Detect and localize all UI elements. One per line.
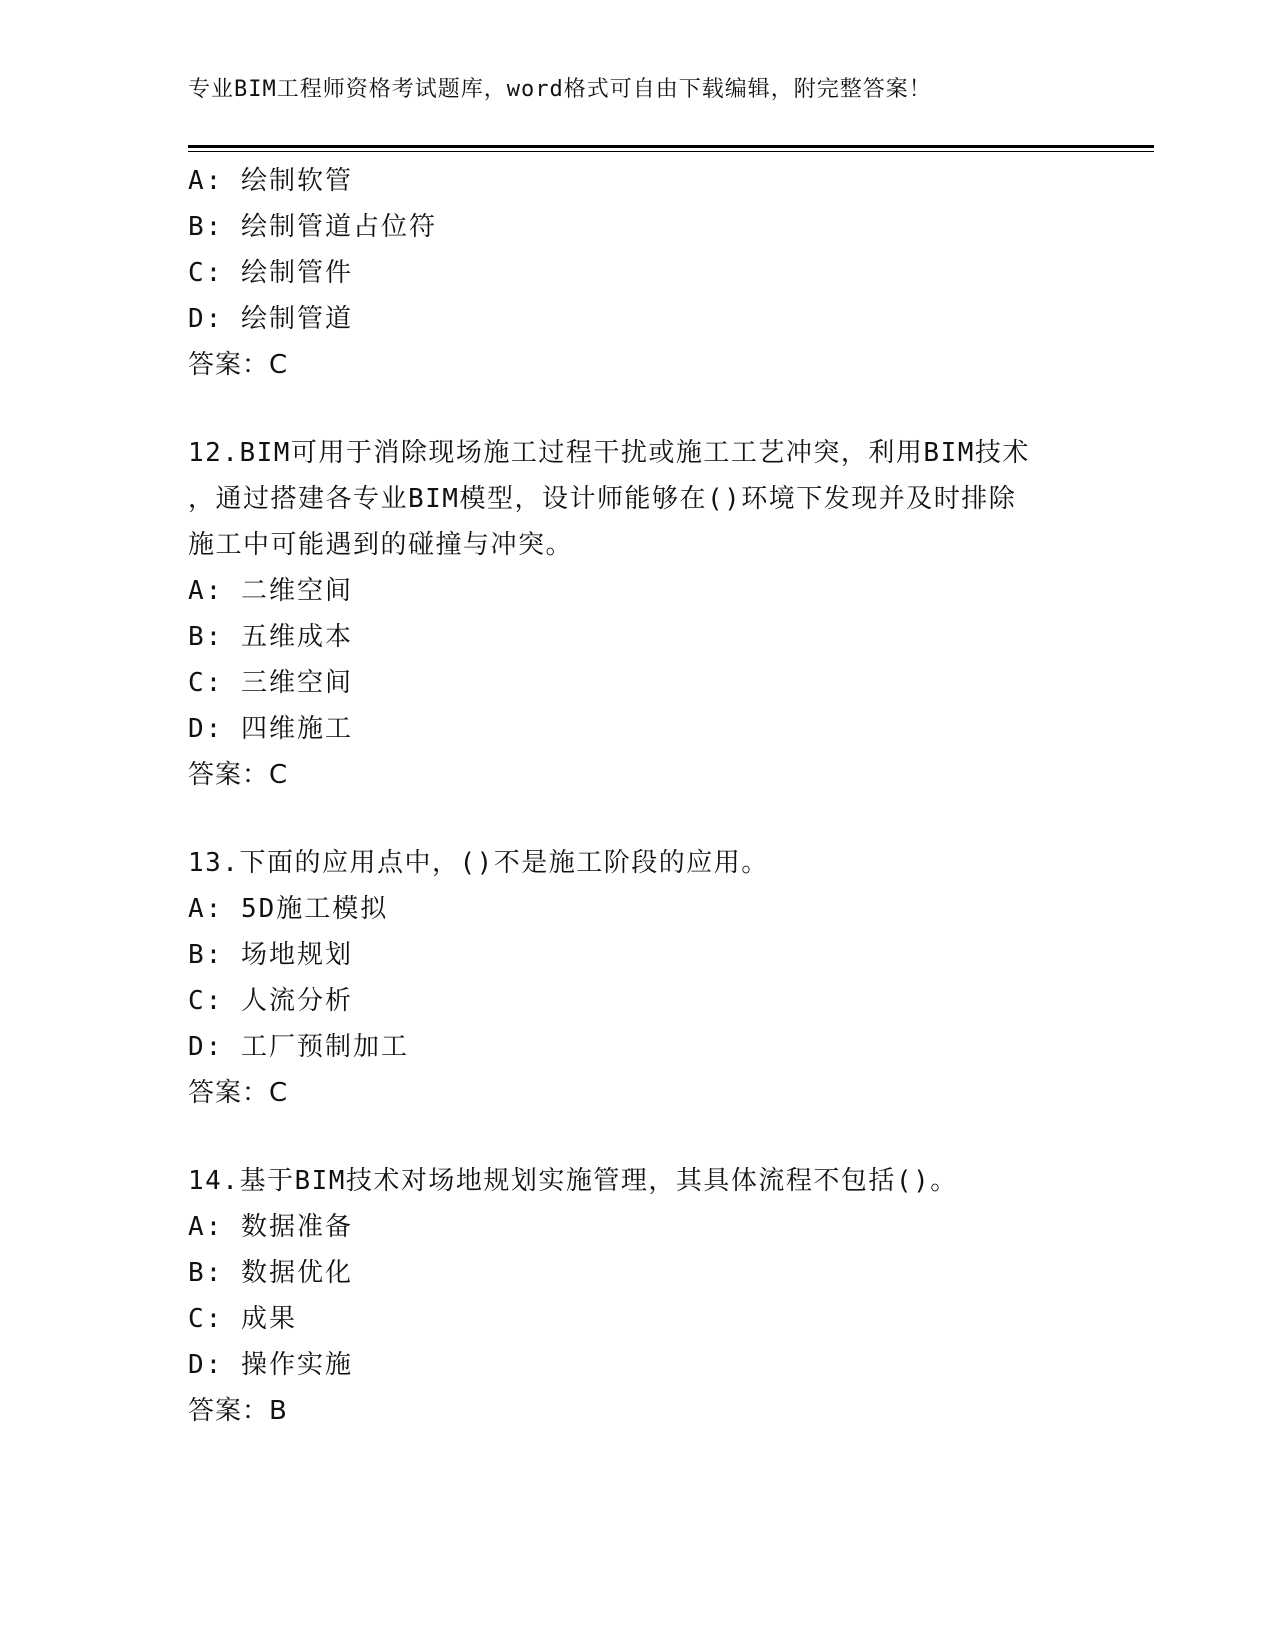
- header-rule-thin: [188, 151, 1154, 152]
- option-c: C: 绘制管件: [188, 258, 353, 288]
- stem-line: 施工中可能遇到的碰撞与冲突。: [188, 530, 574, 560]
- stem-line: 13.下面的应用点中，()不是施工阶段的应用。: [188, 848, 769, 878]
- option-a: A: 数据准备: [188, 1212, 353, 1242]
- option-b: B: 数据优化: [188, 1258, 353, 1288]
- stem-line: 12.BIM可用于消除现场施工过程干扰或施工工艺冲突，利用BIM技术: [188, 438, 1030, 468]
- question-stem: [188, 1158, 1088, 1204]
- option-b: B: 五维成本: [188, 622, 353, 652]
- question-12: [188, 430, 1088, 798]
- question-14: [188, 1158, 1088, 1434]
- option-a: A: 二维空间: [188, 576, 353, 606]
- option-b: B: 场地规划: [188, 940, 353, 970]
- option-d: D: 操作实施: [188, 1350, 353, 1380]
- answer: 答案：B: [188, 1396, 288, 1426]
- option-c: C: 人流分析: [188, 986, 353, 1016]
- option-c: C: 成果: [188, 1304, 297, 1334]
- answer: 答案：C: [188, 760, 289, 790]
- stem-line: ，通过搭建各专业BIM模型，设计师能够在()环境下发现并及时排除: [188, 484, 1017, 514]
- option-a: A: 5D施工模拟: [188, 894, 389, 924]
- option-d: D: 四维施工: [188, 714, 353, 744]
- header-rule-thick: [188, 145, 1154, 148]
- option-b: B: 绘制管道占位符: [188, 212, 437, 242]
- option-a: A: 绘制软管: [188, 166, 353, 196]
- question-list: [188, 158, 1088, 1434]
- stem-line: 14.基于BIM技术对场地规划实施管理，其具体流程不包括()。: [188, 1166, 958, 1196]
- option-d: D: 工厂预制加工: [188, 1032, 409, 1062]
- question-stem: [188, 840, 1088, 886]
- question-11: [188, 158, 1088, 388]
- page-header: 专业BIM工程师资格考试题库，word格式可自由下载编辑，附完整答案！: [188, 77, 932, 102]
- option-c: C: 三维空间: [188, 668, 353, 698]
- question-stem: [188, 430, 1088, 568]
- option-d: D: 绘制管道: [188, 304, 353, 334]
- question-13: [188, 840, 1088, 1116]
- answer: 答案：C: [188, 350, 289, 380]
- answer: 答案：C: [188, 1078, 289, 1108]
